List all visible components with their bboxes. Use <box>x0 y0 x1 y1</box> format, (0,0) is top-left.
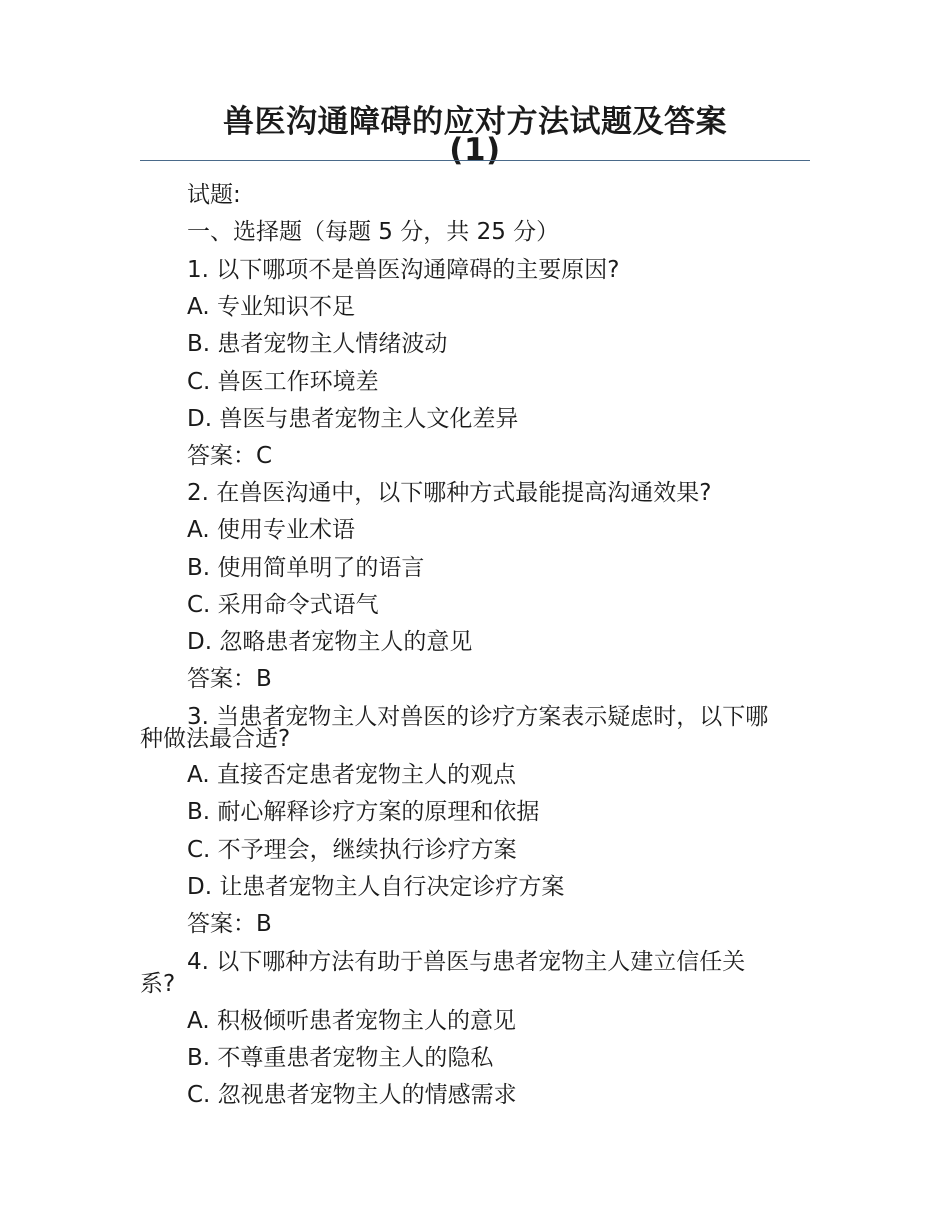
question-4-line1: 4. 以下哪种方法有助于兽医与患者宠物主人建立信任关 <box>187 949 746 975</box>
question-1: 1. 以下哪项不是兽医沟通障碍的主要原因? <box>187 257 620 283</box>
question-4-option-b: B. 不尊重患者宠物主人的隐私 <box>187 1045 494 1071</box>
question-2-option-c: C. 采用命令式语气 <box>187 592 379 618</box>
question-1-answer: 答案：C <box>187 443 273 469</box>
question-2-option-b: B. 使用简单明了的语言 <box>187 555 425 581</box>
title-divider <box>140 160 810 161</box>
question-1-option-d: D. 兽医与患者宠物主人文化差异 <box>187 406 519 432</box>
questions-header: 试题: <box>187 182 241 208</box>
question-1-option-c: C. 兽医工作环境差 <box>187 369 379 395</box>
document-title-line2: (1) <box>449 132 501 168</box>
question-3-option-c: C. 不予理会，继续执行诊疗方案 <box>187 837 517 863</box>
question-3-option-a: A. 直接否定患者宠物主人的观点 <box>187 762 516 788</box>
question-4-option-c: C. 忽视患者宠物主人的情感需求 <box>187 1082 517 1108</box>
question-2-option-a: A. 使用专业术语 <box>187 517 355 543</box>
question-3-option-b: B. 耐心解释诊疗方案的原理和依据 <box>187 799 540 825</box>
question-3-answer: 答案：B <box>187 911 272 937</box>
question-3-line2: 种做法最合适? <box>140 726 291 752</box>
question-2-answer: 答案：B <box>187 666 272 692</box>
question-2: 2. 在兽医沟通中，以下哪种方式最能提高沟通效果? <box>187 480 712 506</box>
question-3-line1: 3. 当患者宠物主人对兽医的诊疗方案表示疑虑时，以下哪 <box>187 704 769 730</box>
question-4-line2: 系? <box>140 971 176 997</box>
question-1-option-a: A. 专业知识不足 <box>187 294 355 320</box>
document-title-line1: 兽医沟通障碍的应对方法试题及答案 <box>223 104 727 140</box>
question-4-option-a: A. 积极倾听患者宠物主人的意见 <box>187 1008 516 1034</box>
question-3-option-d: D. 让患者宠物主人自行决定诊疗方案 <box>187 874 565 900</box>
question-1-option-b: B. 患者宠物主人情绪波动 <box>187 331 448 357</box>
section-heading: 一、选择题（每题 5 分，共 25 分） <box>187 219 560 245</box>
question-2-option-d: D. 忽略患者宠物主人的意见 <box>187 629 473 655</box>
